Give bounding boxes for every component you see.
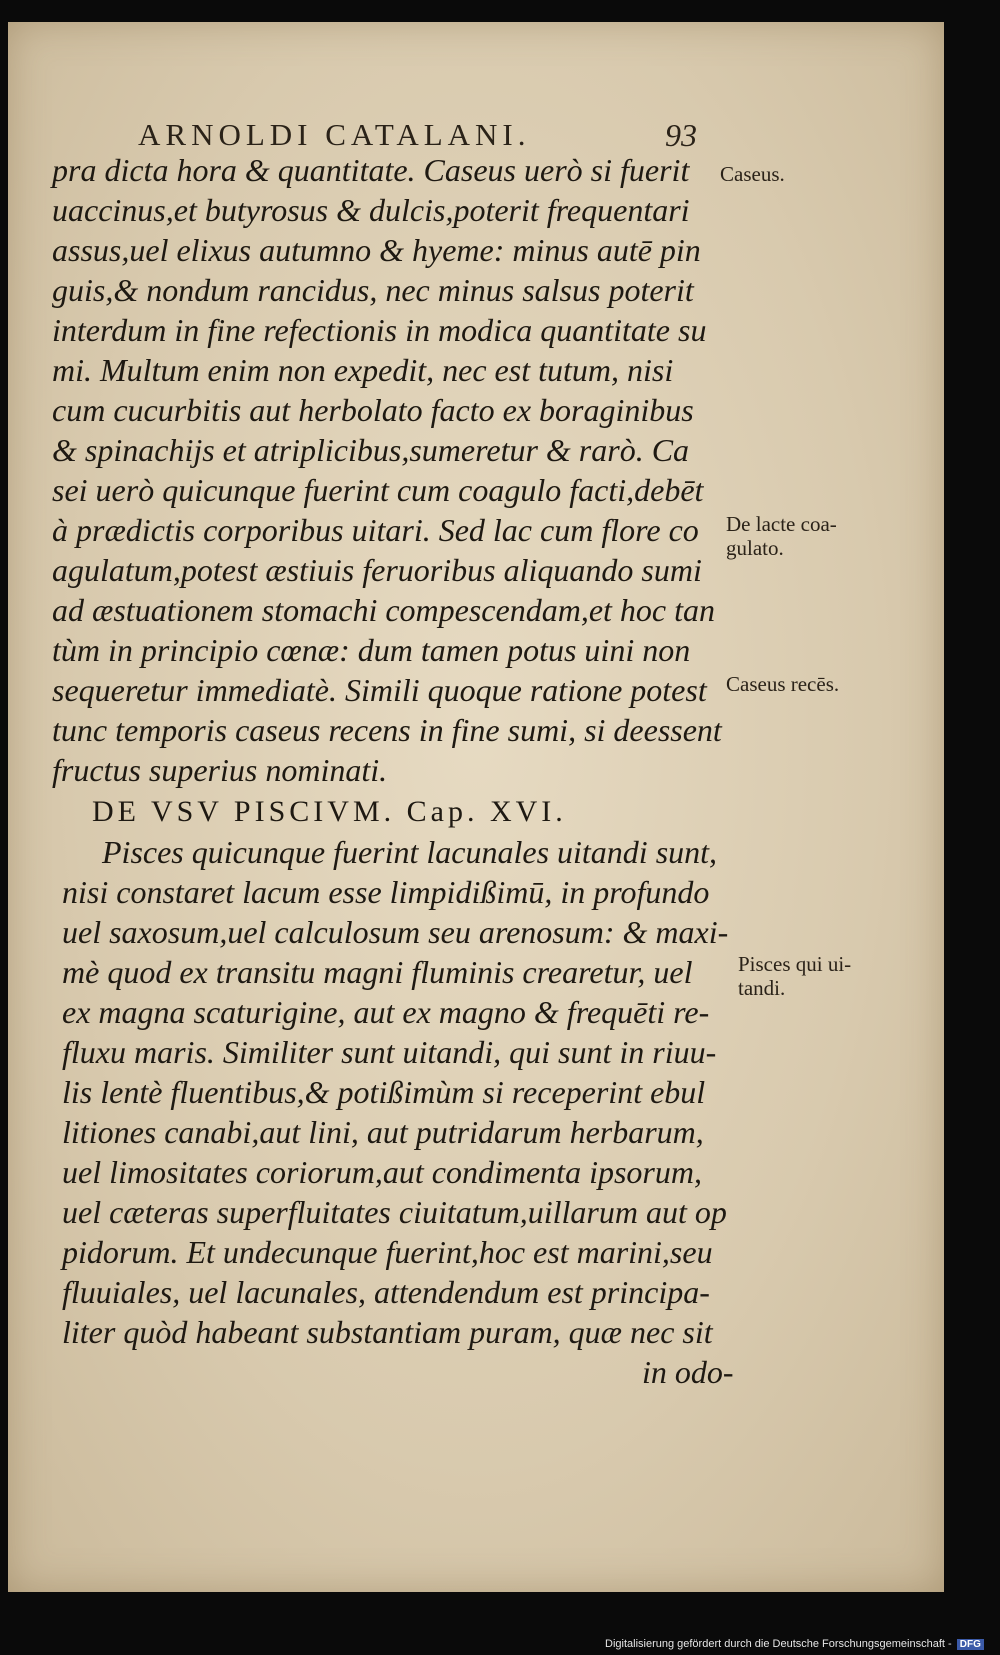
digitization-credit bbox=[605, 1638, 984, 1650]
text-line: mi. Multum enim non expedit, nec est tutum, nisi bbox=[52, 352, 674, 388]
text-line: ad æstuationem stomachi compescendam,et hoc tan bbox=[52, 592, 715, 628]
text-line: lis lentè fluentibus,& potißimùm si receperint ebul bbox=[62, 1074, 706, 1110]
text-line: mè quod ex transitu magni fluminis crearetur, uel bbox=[62, 954, 693, 990]
text-line: uel limositates coriorum,aut condimenta ipsorum, bbox=[62, 1154, 702, 1190]
text-line: agulatum,potest æstiuis feruoribus aliquando sumi bbox=[52, 552, 702, 588]
text-line: guis,& nondum rancidus, nec minus salsus poterit bbox=[52, 272, 694, 308]
running-title: ARNOLDI CATALANI. bbox=[138, 117, 531, 152]
credit-text: Digitalisierung gefördert durch die Deutsche Forschungsgemeinschaft - bbox=[605, 1638, 952, 1650]
text-line: fluxu maris. Similiter sunt uitandi, qui sunt in riuu- bbox=[62, 1034, 717, 1070]
text-line: ex magna scaturigine, aut ex magno & frequēti re- bbox=[62, 994, 710, 1030]
text-line: à prædictis corporibus uitari. Sed lac cum flore co bbox=[52, 512, 699, 548]
chapter-heading: DE VSV PISCIVM. Cap. XVI. bbox=[92, 795, 567, 828]
text-line: interdum in fine refectionis in modica quantitate su bbox=[52, 312, 707, 348]
text-line: pra dicta hora & quantitate. Caseus uerò si fuerit bbox=[52, 152, 690, 188]
page-number: 93 bbox=[665, 117, 697, 153]
book-page bbox=[8, 22, 944, 1592]
text-line: cum cucurbitis aut herbolato facto ex boraginibus bbox=[52, 392, 694, 428]
text-line: fructus superius nominati. bbox=[52, 752, 388, 788]
text-line: sequeretur immediatè. Simili quoque ratione potest bbox=[52, 672, 707, 708]
margin-note-lacte: De lacte coa- bbox=[726, 512, 837, 536]
margin-note-caseus-recens: Caseus recēs. bbox=[726, 672, 840, 696]
text-line: nisi constaret lacum esse limpidißimū, in profundo bbox=[62, 874, 710, 910]
dfg-logo: DFG bbox=[957, 1639, 984, 1650]
text-line: sei uerò quicunque fuerint cum coagulo facti,debēt bbox=[52, 472, 704, 508]
text-line: tunc temporis caseus recens in fine sumi, si deessent bbox=[52, 712, 722, 748]
text-line: tùm in principio cœnæ: dum tamen potus uini non bbox=[52, 632, 691, 668]
text-line: uaccinus,et butyrosus & dulcis,poterit frequentari bbox=[52, 192, 690, 228]
text-line: uel saxosum,uel calculosum seu arenosum: & maxi- bbox=[62, 914, 729, 950]
text-line: liter quòd habeant substantiam puram, quæ nec sit bbox=[62, 1314, 713, 1350]
text-line: & spinachijs et atriplicibus,sumeretur & rarò. Ca bbox=[52, 432, 690, 468]
margin-note-pisces: Pisces qui ui- bbox=[738, 952, 852, 976]
text-line: fluuiales, uel lacunales, attendendum est principa- bbox=[62, 1274, 710, 1310]
text-line: litiones canabi,aut lini, aut putridarum herbarum, bbox=[62, 1114, 704, 1150]
text-line: uel cæteras superfluitates ciuitatum,uillarum aut op bbox=[62, 1194, 727, 1230]
text-line: Pisces quicunque fuerint lacunales uitandi sunt, bbox=[102, 834, 718, 870]
margin-note-caseus: Caseus. bbox=[720, 162, 785, 186]
catchword: in odo- bbox=[642, 1354, 734, 1390]
margin-note-lacte-cont: gulato. bbox=[726, 536, 784, 560]
text-line: assus,uel elixus autumno & hyeme: minus autē pin bbox=[52, 232, 701, 268]
margin-note-pisces-cont: tandi. bbox=[738, 976, 786, 1000]
text-line: pidorum. Et undecunque fuerint,hoc est marini,seu bbox=[62, 1234, 713, 1270]
